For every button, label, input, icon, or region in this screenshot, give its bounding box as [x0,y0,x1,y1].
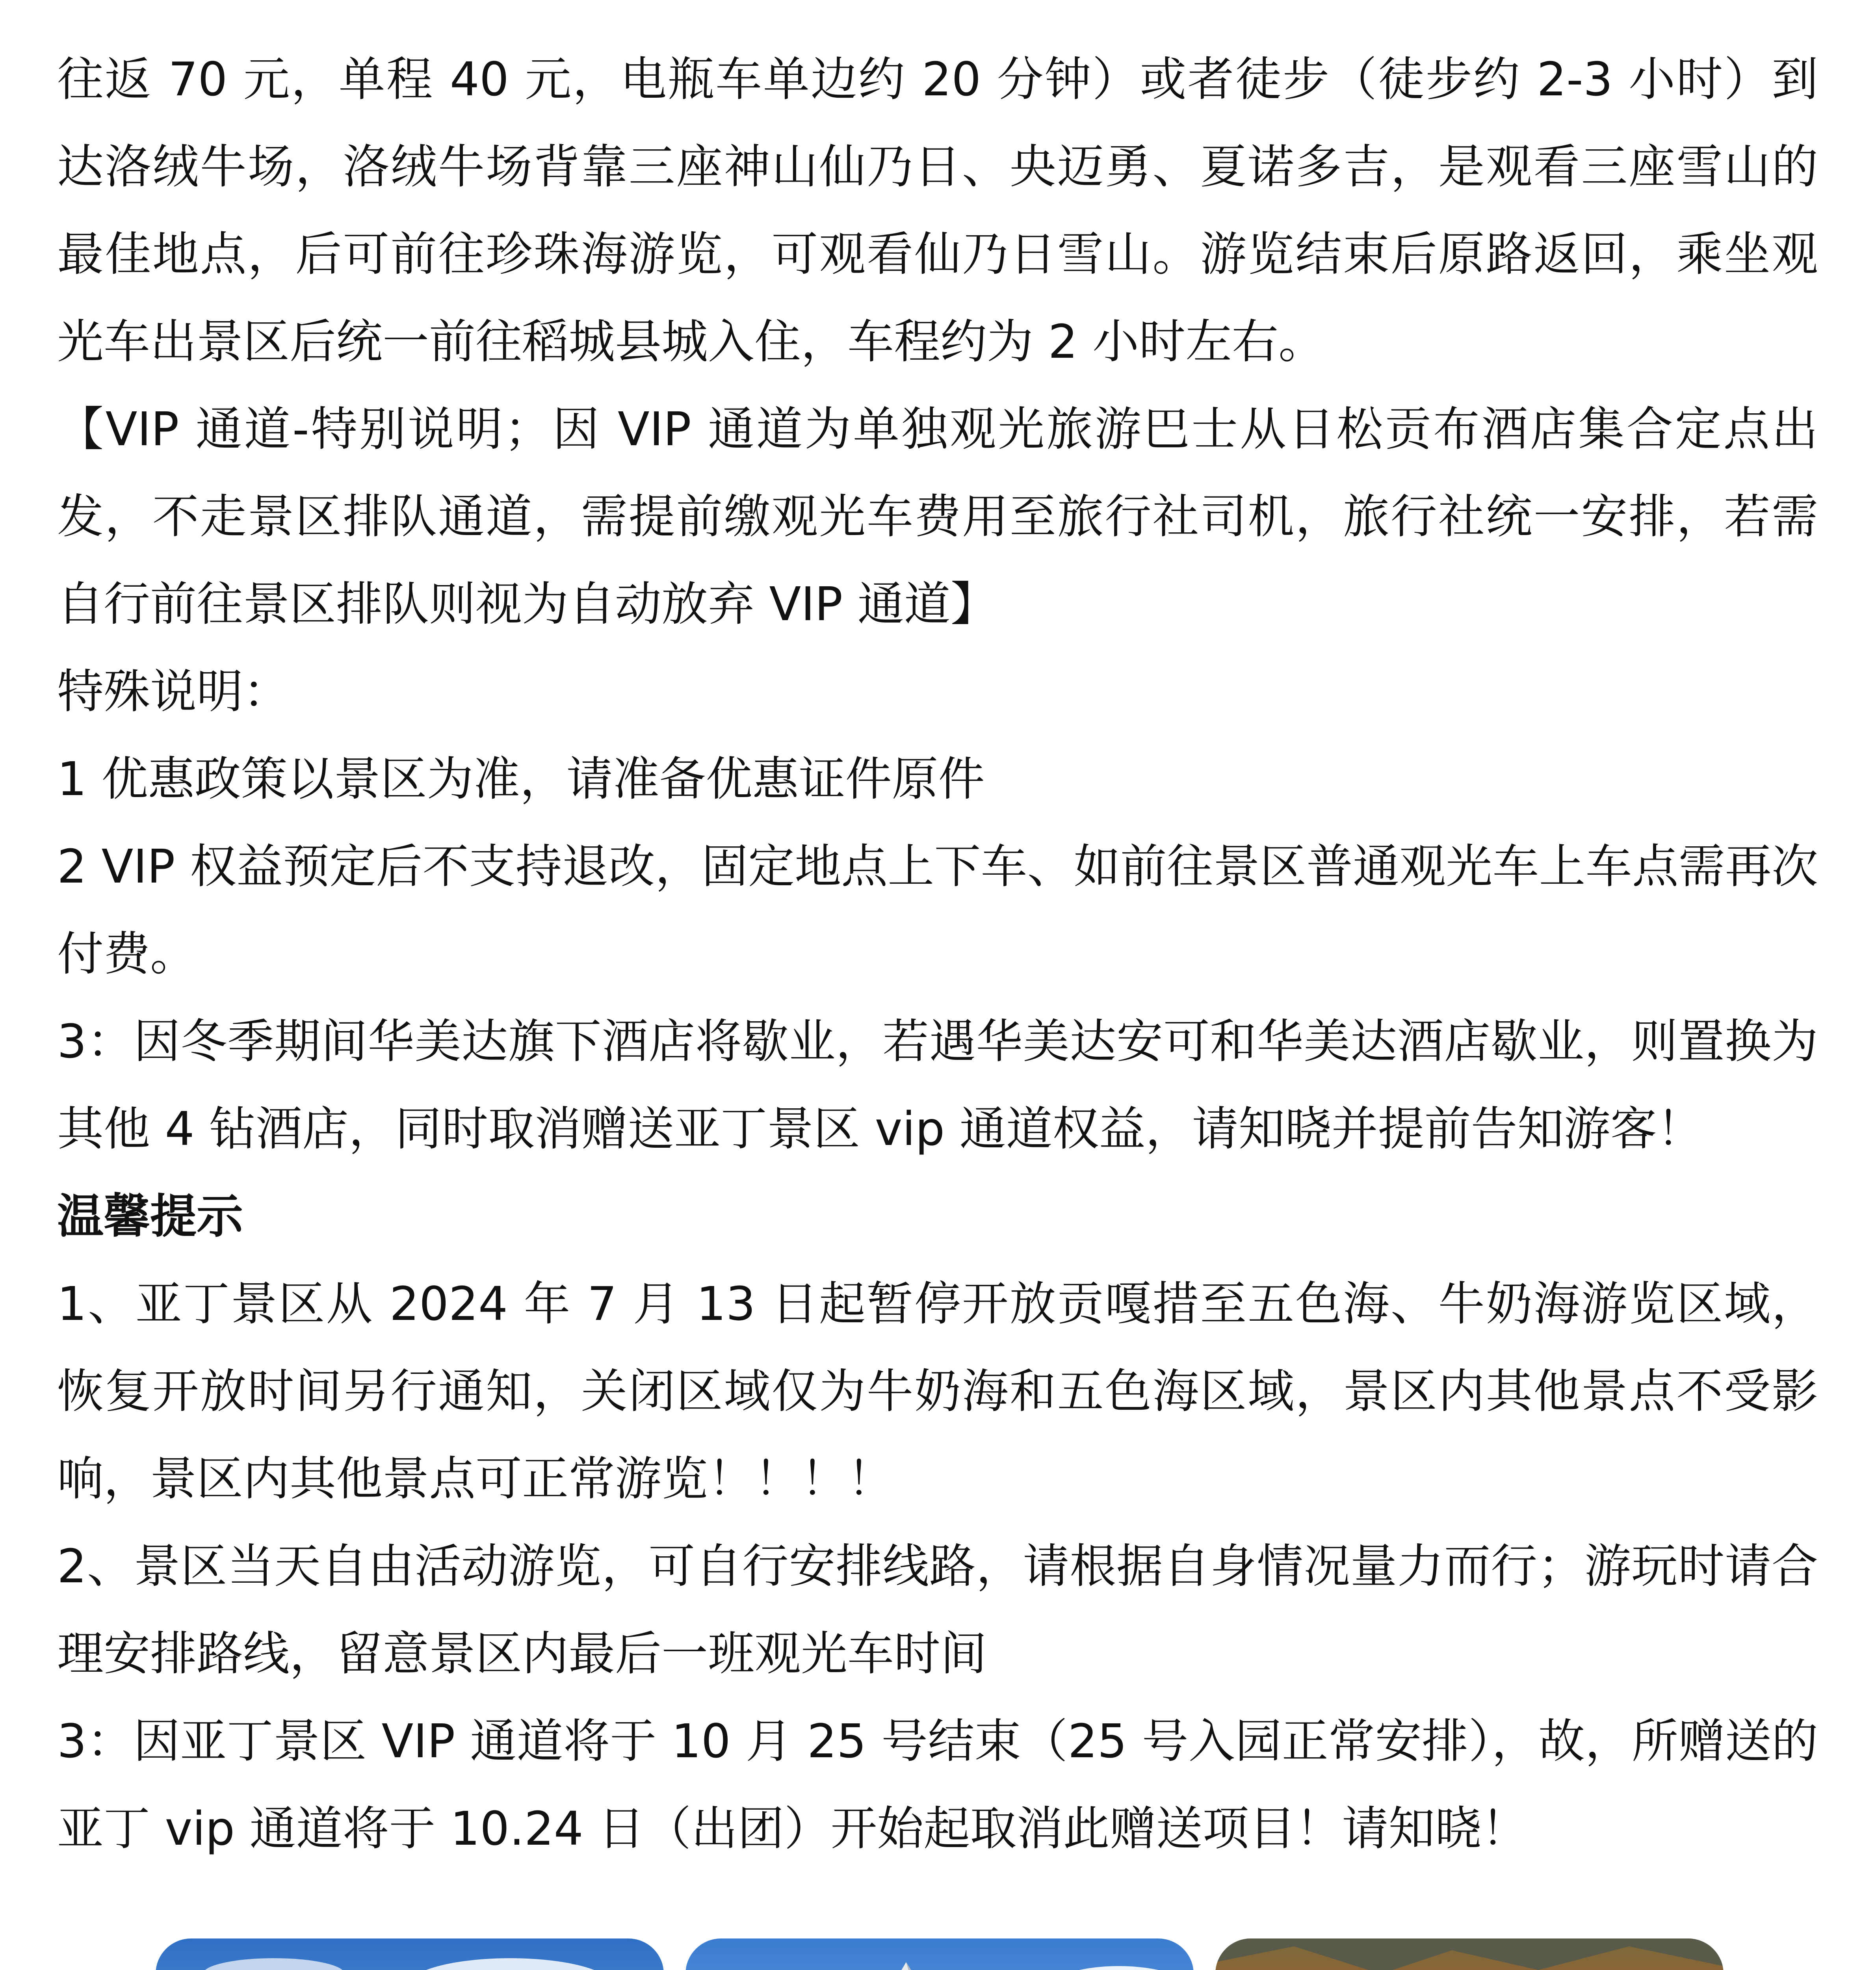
special-notes-heading: 特殊说明： [57,664,290,719]
special-note-3: 3：因冬季期间华美达旗下酒店将歇业，若遇华美达安可和华美达酒店歇业，则置换为其他 4 钻酒店，同时取消赠送亚丁景区 vip 通道权益，请知晓并提前告知游客！ [57,1014,1818,1156]
photo-strip [156,1938,1724,1970]
itinerary-body [57,35,1818,1872]
special-note-1: 1 优惠政策以景区为准，请准备优惠证件原件 [57,752,985,806]
tip-2: 2、景区当天自由活动游览，可自行安排线路，请根据自身情况量力而行；游玩时请合理安排路线，留意景区内最后一班观光车时间 [57,1539,1818,1681]
turquoise-lake-photo [1215,1938,1724,1970]
snow-mountain-lake-photo [156,1938,664,1970]
tips-heading: 温馨提示 [57,1189,243,1243]
snow-peak-photo [685,1938,1194,1970]
tip-3: 3：因亚丁景区 VIP 通道将于 10 月 25 号结束（25 号入园正常安排），故，所赠送的亚丁 vip 通道将于 10.24 日（出团）开始起取消此赠送项目！请知晓！ [57,1714,1818,1856]
special-note-2: 2 VIP 权益预定后不支持退改，固定地点上下车、如前往景区普通观光车上车点需再次付费。 [57,839,1818,981]
vip-channel-note: 【VIP 通道-特别说明；因 VIP 通道为单独观光旅游巴士从日松贡布酒店集合定点出发，不走景区排队通道，需提前缴观光车费用至旅行社司机，旅行社统一安排，若需自行前往景区排队则视为自动放弃 VIP 通道】 [57,402,1818,631]
route-description: 往返 70 元，单程 40 元，电瓶车单边约 20 分钟）或者徒步（徒步约 2-3 小时）到达洛绒牛场，洛绒牛场背靠三座神山仙乃日、央迈勇、夏诺多吉，是观看三座雪山的最佳地点，后可前往珍珠海游览，可观看仙乃日雪山。游览结束后原路返回，乘坐观光车出景区后统一前往稻城县城入住，车程约为 2 小时左右。 [57,52,1818,369]
tip-1: 1、亚丁景区从 2024 年 7 月 13 日起暂停开放贡嘎措至五色海、牛奶海游览区域，恢复开放时间另行通知，关闭区域仅为牛奶海和五色海区域，景区内其他景点不受影响，景区内其他景点可正常游览！！！！ [57,1277,1818,1506]
